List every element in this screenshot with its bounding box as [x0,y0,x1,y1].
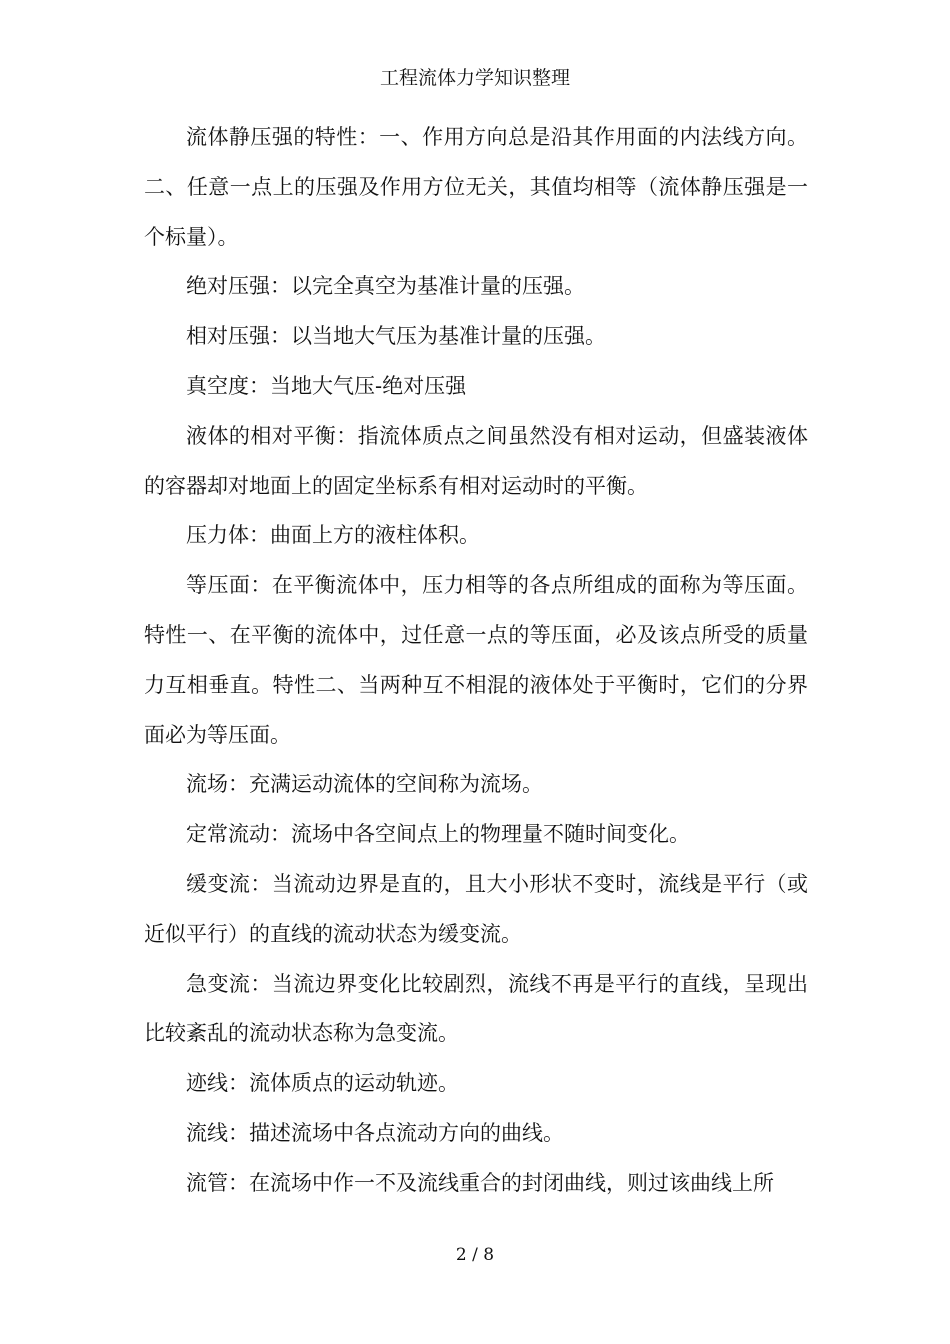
paragraph-relative-equilibrium: 液体的相对平衡：指流体质点之间虽然没有相对运动，但盛装液体的容器却对地面上的固定坐标系有相对运动时的平衡。 [144,423,808,498]
page-header-title: 工程流体力学知识整理 [379,67,570,89]
paragraph-pathline: 迹线：流体质点的运动轨迹。 [186,1071,459,1096]
paragraph-steady-flow: 定常流动：流场中各空间点上的物理量不随时间变化。 [186,822,690,847]
paragraph-relative-pressure: 相对压强：以当地大气压为基准计量的压强。 [186,324,606,349]
paragraph-isobaric-surface: 等压面：在平衡流体中，压力相等的各点所组成的面称为等压面。特性一、在平衡的流体中，过任意一点的等压面，必及该点所受的质量力互相垂直。特性二、当两种互不相混的液体处于平衡时，它们的分界面必为等压面。 [144,573,808,747]
document-body [144,113,808,1209]
paragraph-flow-field: 流场：充满运动流体的空间称为流场。 [186,772,543,797]
paragraph-absolute-pressure: 绝对压强：以完全真空为基准计量的压强。 [186,274,585,299]
paragraph-static-pressure-properties: 流体静压强的特性：一、作用方向总是沿其作用面的内法线方向。二、任意一点上的压强及作用方位无关，其值均相等（流体静压强是一个标量）。 [144,125,808,249]
paragraph-rapidly-varied-flow: 急变流：当流边界变化比较剧烈，流线不再是平行的直线，呈现出比较紊乱的流动状态称为急变流。 [144,971,808,1046]
paragraph-streamline: 流线：描述流场中各点流动方向的曲线。 [186,1120,564,1145]
paragraph-gradually-varied-flow: 缓变流：当流动边界是直的，且大小形状不变时，流线是平行（或近似平行）的直线的流动状态为缓变流。 [144,871,808,946]
paragraph-vacuum-degree: 真空度：当地大气压-绝对压强 [186,373,467,398]
paragraph-stream-tube: 流管：在流场中作一不及流线重合的封闭曲线，则过该曲线上所 [186,1170,774,1195]
paragraph-pressure-body: 压力体：曲面上方的液柱体积。 [186,523,480,548]
page-number: 2 / 8 [455,1245,495,1265]
